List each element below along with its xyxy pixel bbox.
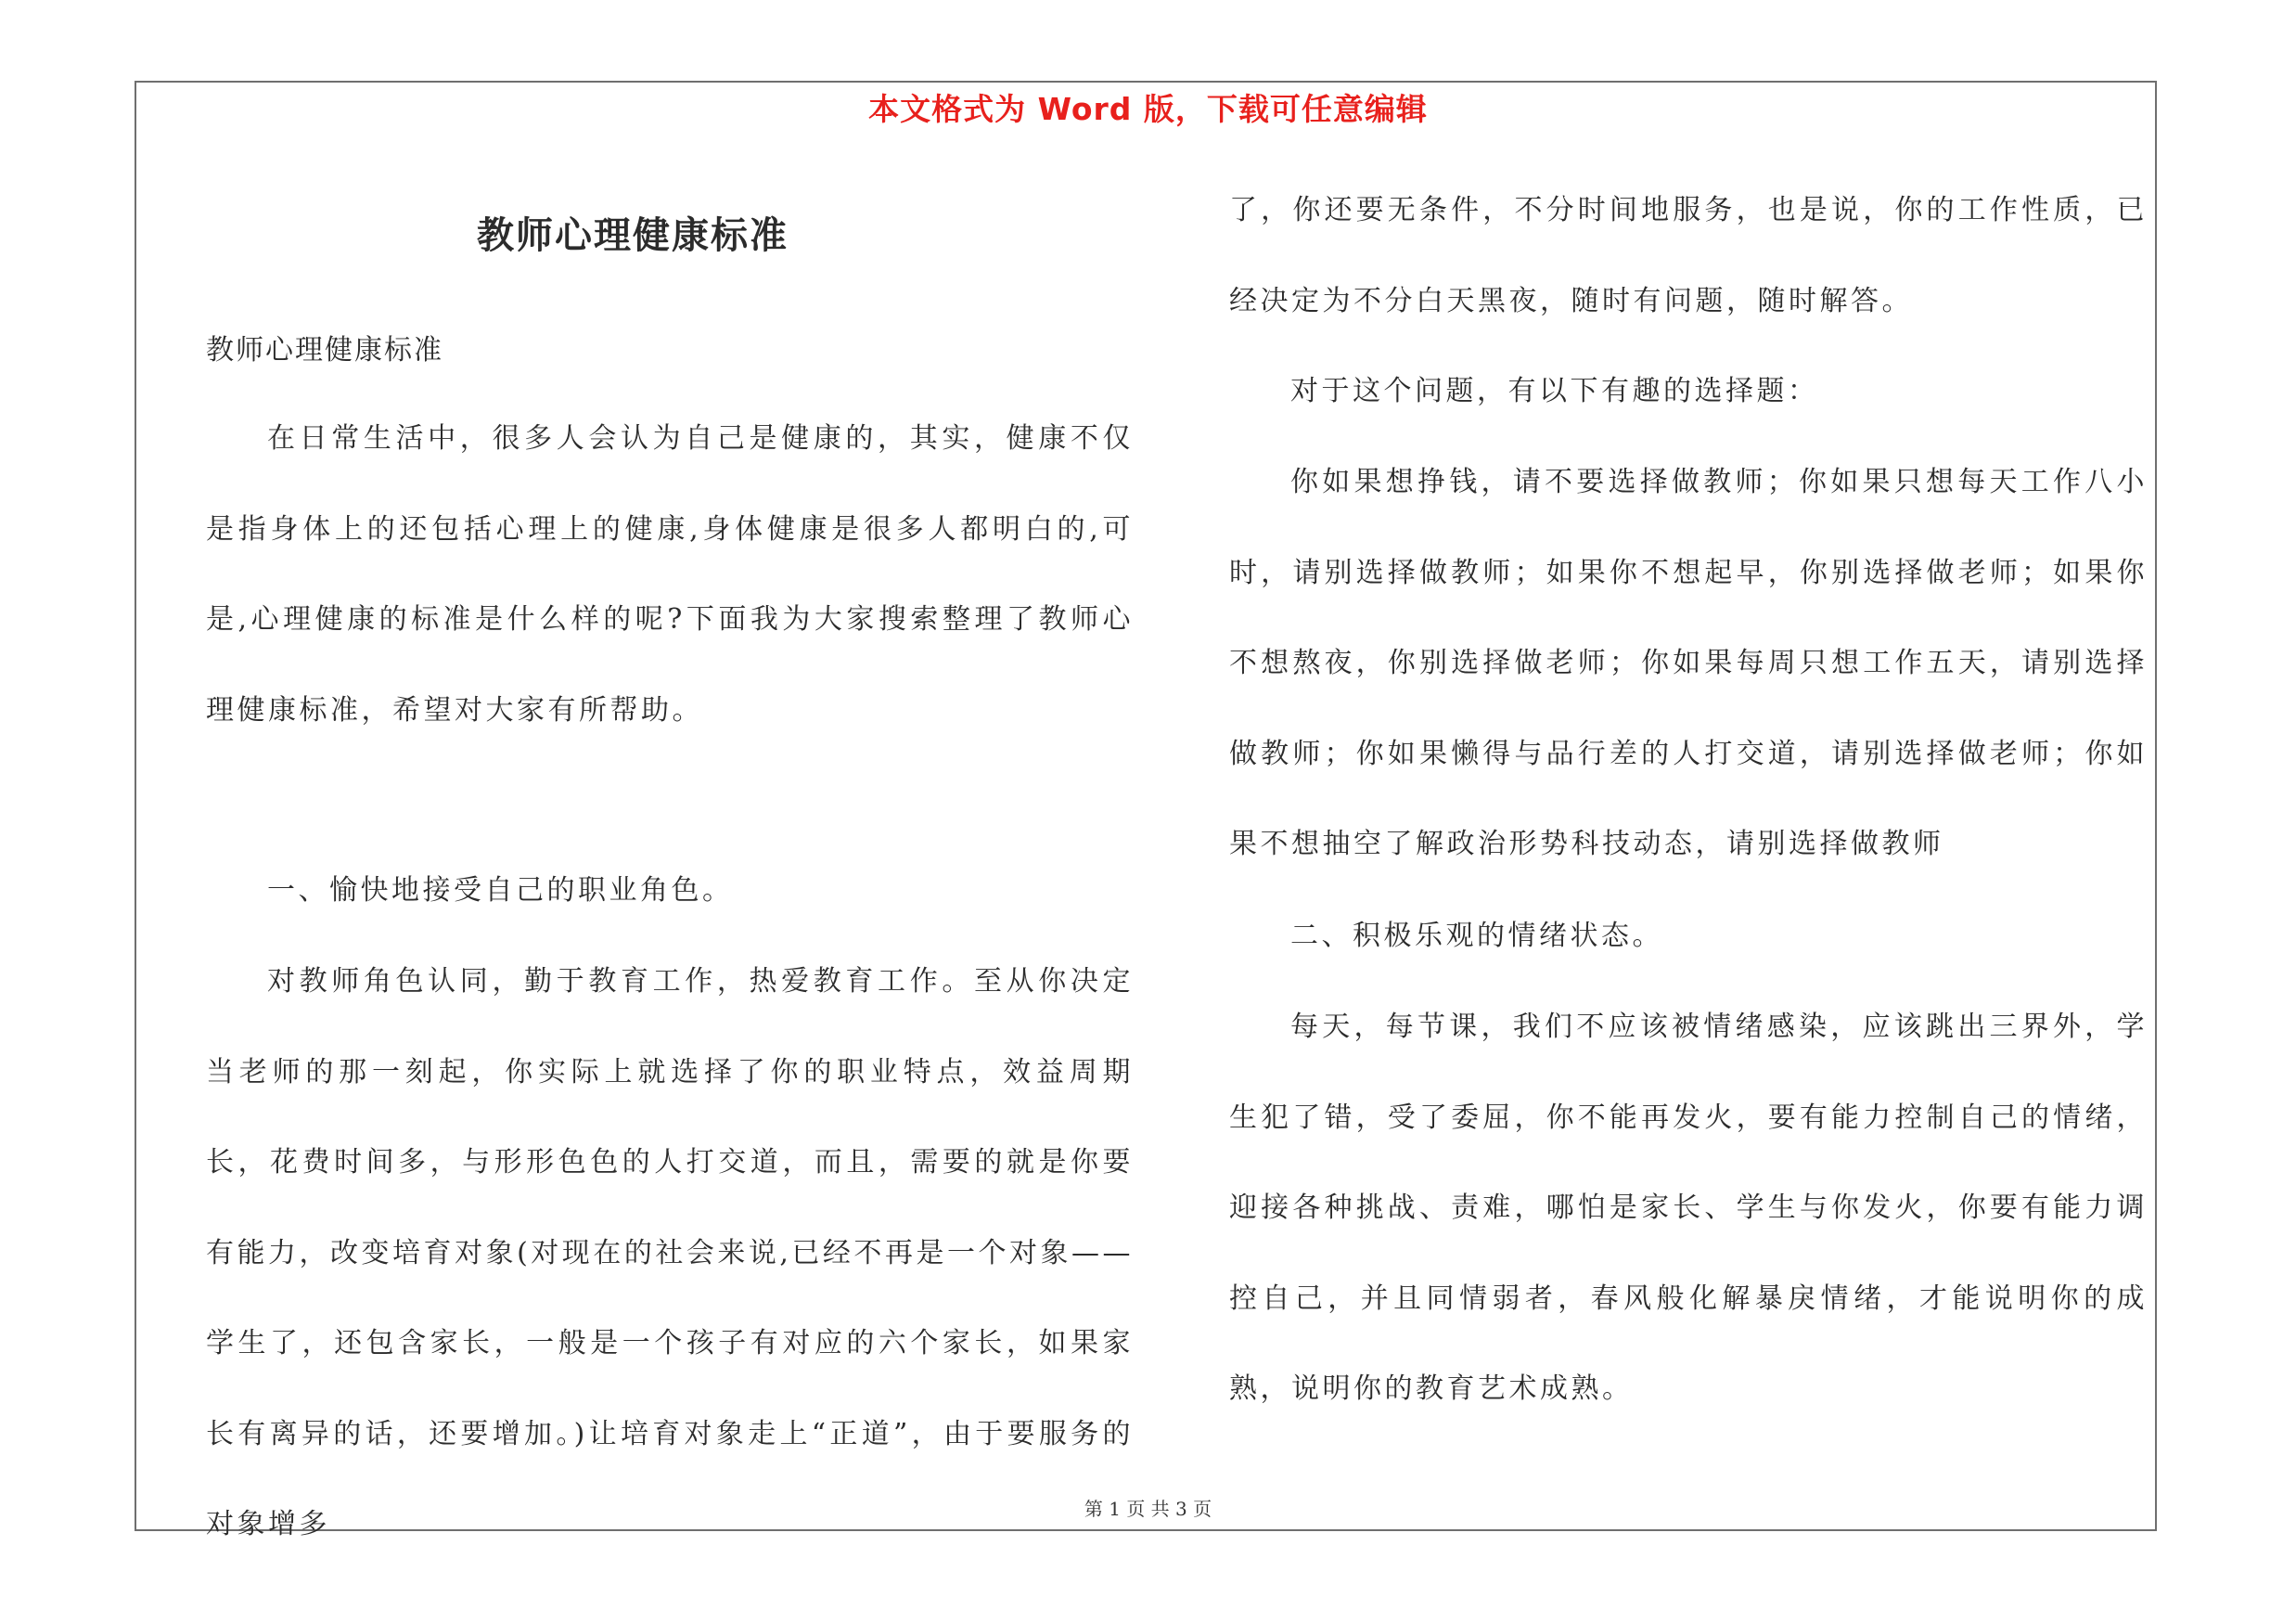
choice-intro-paragraph: 对于这个问题，有以下有趣的选择题： bbox=[1290, 375, 1819, 407]
document-subtitle: 教师心理健康标准 bbox=[206, 334, 443, 367]
page-number-footer: 第 1 页 共 3 页 bbox=[1084, 1498, 1212, 1520]
section-2-paragraph: 每天，每节课，我们不应该被情绪感染，应该跳出三界外，学生犯了错，受了委屈，你不能再发火，要有能力控制自己的情绪，迎接各种挑战、责难，哪怕是家长、学生与你发火，你要有能力调控自己，并且同情弱者，春风般化解暴戾情绪，才能说明你的成熟，说明你的教育艺术成熟。 bbox=[1229, 1011, 2148, 1405]
format-notice-banner: 本文格式为 Word 版，下载可任意编辑 bbox=[868, 91, 1428, 127]
section-1-paragraph: 对教师角色认同，勤于教育工作，热爱教育工作。至从你决定当老师的那一刻起，你实际上就选择了你的职业特点，效益周期长，花费时间多，与形形色色的人打交道，而且，需要的就是你要有能力，改变培育对象(对现在的社会来说,已经不再是一个对象——学生了，还包含家长，一般是一个孩子有对应的六个家长，如果家长有离异的话，还要增加。)让培育对象走上“正道”，由于要服务的对象增多 bbox=[206, 965, 1134, 1540]
choice-list-paragraph: 你如果想挣钱，请不要选择做教师；你如果只想每天工作八小时，请别选择做教师；如果你不想起早，你别选择做老师；如果你不想熬夜，你别选择做老师；你如果每周只想工作五天，请别选择做教师；你如果懒得与品行差的人打交道，请别选择做老师；你如果不想抽空了解政治形势科技动态，请别选择做教师 bbox=[1229, 466, 2148, 860]
section-heading-1: 一、愉快地接受自己的职业角色。 bbox=[267, 874, 734, 907]
section-heading-2: 二、积极乐观的情绪状态。 bbox=[1290, 920, 1663, 952]
continued-paragraph: 了，你还要无条件，不分时间地服务，也是说，你的工作性质，已经决定为不分白天黑夜，随时有问题，随时解答。 bbox=[1229, 194, 2148, 317]
document-title: 教师心理健康标准 bbox=[477, 213, 789, 257]
intro-paragraph: 在日常生活中，很多人会认为自己是健康的，其实，健康不仅是指身体上的还包括心理上的健康,身体健康是很多人都明白的,可是,心理健康的标准是什么样的呢?下面我为大家搜索整理了教师心理健康标准，希望对大家有所帮助。 bbox=[206, 422, 1134, 727]
